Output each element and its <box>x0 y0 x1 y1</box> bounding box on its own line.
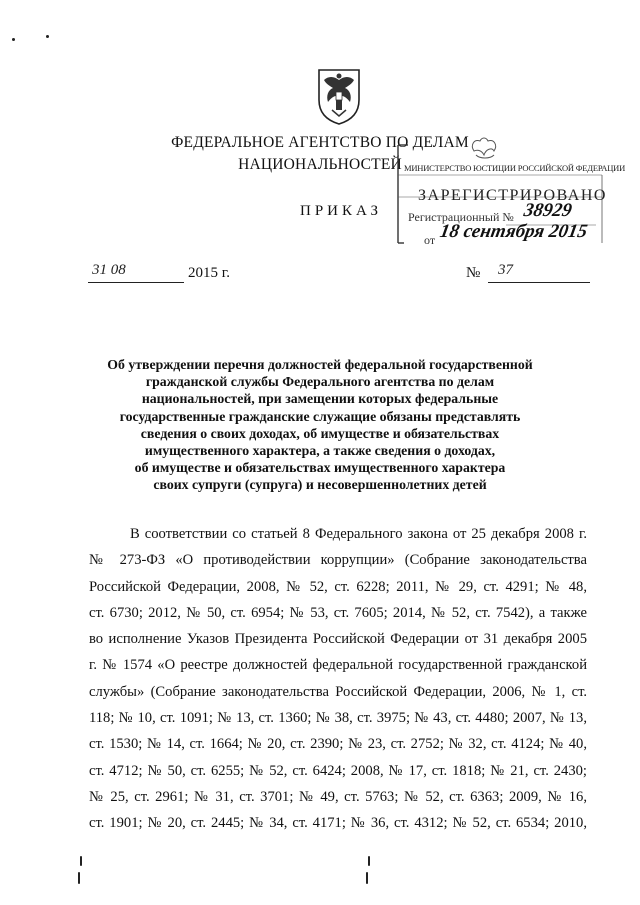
body-line: г. № 1574 «О реестре должностей федеральной государственной гражданской <box>89 657 587 674</box>
heading-line: своих супруги (супруга) и несовершеннолетних детей <box>153 477 487 493</box>
scan-mark <box>80 856 82 866</box>
heading-line: имущественного характера, а также сведения о доходах, <box>144 443 496 459</box>
stamp-registration-number-value: 38929 <box>522 200 574 221</box>
order-number-handwritten: 37 <box>498 262 513 278</box>
scan-speck <box>46 35 49 38</box>
order-date-handwritten: 31 08 <box>92 262 126 278</box>
stamp-ministry-name: МИНИСТЕРСТВО ЮСТИЦИИ РОССИЙСКОЙ ФЕДЕРАЦИИ <box>404 163 626 173</box>
heading-line: национальностей, при замещении которых федеральные <box>141 391 499 407</box>
body-line: В соответствии со статьей 8 Федерального закона от 25 декабря 2008 г. <box>130 526 587 542</box>
order-body-text <box>89 521 587 837</box>
body-line: во исполнение Указов Президента Российской Федерации от 31 декабря 2005 <box>89 631 587 648</box>
body-line: № 25, ст. 2961; № 31, ст. 3701; № 49, ст. 5763; № 52, ст. 6363; 2009, № 16, <box>89 788 587 805</box>
heading-line: сведения о своих доходах, об имуществе и обязательствах <box>140 425 500 441</box>
order-date-year: 2015 г. <box>188 265 230 281</box>
heading-line: об имуществе и обязательствах имущественного характера <box>134 460 506 476</box>
stamp-registered-label: ЗАРЕГИСТРИРОВАНО <box>418 187 607 204</box>
heading-line: гражданской службы Федерального агентства по делам <box>145 374 495 390</box>
body-line: Российской Федерации, 2008, № 52, ст. 6228; 2011, № 29, ст. 4291; № 48, <box>89 578 587 595</box>
heading-line: государственные гражданские служащие обязаны представлять <box>119 408 521 424</box>
stamp-date-label: от <box>424 233 436 247</box>
agency-name-line1: ФЕДЕРАЛЬНОЕ АГЕНТСТВО ПО ДЕЛАМ <box>171 134 469 151</box>
scan-speck <box>12 38 15 41</box>
stamp-date-value: 18 сентября 2015 <box>438 221 589 242</box>
order-date-underline <box>88 282 184 283</box>
body-line: № 273-ФЗ «О противодействии коррупции» (Собрание законодательства <box>89 552 587 569</box>
body-line: ст. 6730; 2012, № 50, ст. 6954; № 53, ст. 7605; 2014, № 52, ст. 7542), а также <box>89 604 587 621</box>
body-line: 118; № 10, ст. 1091; № 13, ст. 1360; № 38, ст. 3975; № 43, ст. 4480; 2007, № 13, <box>89 710 587 727</box>
body-line: службы» (Собрание законодательства Российской Федерации, 2006, № 1, ст. <box>89 683 587 700</box>
stamp-registration-number-label: Регистрационный № <box>408 210 514 224</box>
order-number-underline <box>488 282 590 283</box>
body-line: ст. 1901; № 20, ст. 2445; № 34, ст. 4171; № 36, ст. 4312; № 52, ст. 6534; 2010, <box>89 815 587 832</box>
coat-of-arms-emblem <box>314 66 364 126</box>
scan-mark <box>78 872 80 884</box>
body-line: ст. 4712; № 50, ст. 6255; № 52, ст. 6424; 2008, № 17, ст. 1818; № 21, ст. 2430; <box>89 762 587 779</box>
order-number-label: № <box>466 265 481 281</box>
agency-name-line2: НАЦИОНАЛЬНОСТЕЙ <box>238 156 402 173</box>
scan-mark <box>366 872 368 884</box>
heading-line: Об утверждении перечня должностей федеральной государственной <box>107 357 533 372</box>
order-title: ПРИКАЗ <box>300 203 382 219</box>
scan-mark <box>368 856 370 866</box>
order-heading <box>80 356 560 494</box>
body-line: ст. 1530; № 14, ст. 1664; № 20, ст. 2390; № 23, ст. 2752; № 32, ст. 4124; № 40, <box>89 736 587 753</box>
